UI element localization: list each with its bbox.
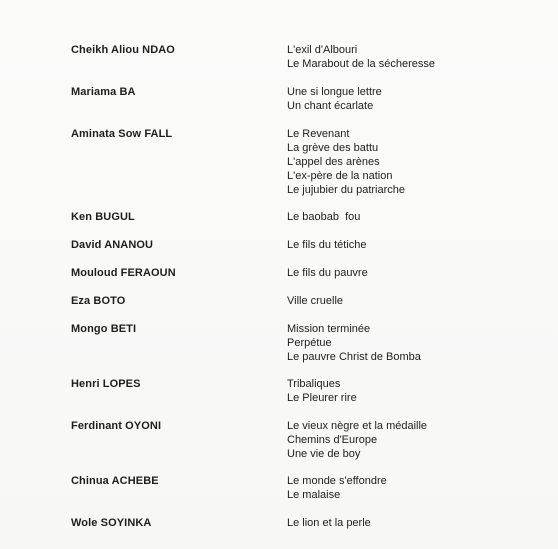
work-title: Le Marabout de la sécheresse bbox=[287, 58, 435, 70]
works-list bbox=[287, 474, 387, 502]
works-list bbox=[287, 419, 427, 461]
work-title: Mission terminée bbox=[287, 323, 371, 335]
author-name: Mariama BA bbox=[71, 86, 136, 98]
work-title: Le pauvre Christ de Bomba bbox=[287, 351, 421, 363]
works-list bbox=[287, 127, 405, 197]
work-title: Le monde s'effondre bbox=[287, 475, 387, 487]
works-list bbox=[287, 85, 382, 113]
author-name: David ANANOU bbox=[71, 239, 154, 251]
works-list bbox=[287, 322, 421, 364]
author-name: Mouloud FERAOUN bbox=[71, 267, 176, 279]
author-name: Ken BUGUL bbox=[71, 211, 135, 223]
works-list bbox=[287, 266, 368, 280]
work-title: Le fils du pauvre bbox=[287, 267, 368, 279]
author-name: Eza BOTO bbox=[71, 295, 126, 307]
works-list bbox=[287, 516, 371, 530]
work-title: Le vieux nègre et la médaille bbox=[287, 420, 428, 432]
works-list bbox=[287, 377, 357, 405]
works-list bbox=[287, 210, 360, 224]
works-list bbox=[287, 43, 435, 71]
work-title: Une vie de boy bbox=[287, 448, 361, 460]
work-title: Le malaise bbox=[287, 489, 341, 501]
work-title: Une si longue lettre bbox=[287, 86, 382, 98]
work-title: Tribaliques bbox=[287, 378, 341, 390]
work-title: Un chant écarlate bbox=[287, 100, 374, 112]
work-title: Le Revenant bbox=[287, 128, 350, 140]
work-title: Perpétue bbox=[287, 337, 332, 349]
author-name: Aminata Sow FALL bbox=[71, 128, 173, 140]
author-name: Mongo BETI bbox=[71, 323, 137, 335]
author-name: Chinua ACHEBE bbox=[71, 475, 159, 487]
author-name: Ferdinant OYONI bbox=[71, 420, 162, 432]
work-title: La grève des battu bbox=[287, 142, 379, 154]
author-name: Wole SOYINKA bbox=[71, 517, 152, 529]
work-title: Le lion et la perle bbox=[287, 517, 371, 529]
work-title: L'ex-père de la nation bbox=[287, 170, 393, 182]
work-title: Ville cruelle bbox=[287, 295, 344, 307]
work-title: Le baobab fou bbox=[287, 211, 361, 223]
author-name: Henri LOPES bbox=[71, 378, 141, 390]
work-title: L'appel des arènes bbox=[287, 156, 380, 168]
work-title: Le fils du tétiche bbox=[287, 239, 367, 251]
work-title: L'exil d'Albouri bbox=[287, 44, 358, 56]
author-name: Cheikh Aliou NDAO bbox=[71, 44, 175, 56]
works-list bbox=[287, 294, 343, 308]
work-title: Le Pleurer rire bbox=[287, 392, 357, 404]
works-list bbox=[287, 238, 367, 252]
work-title: Le jujubier du patriarche bbox=[287, 184, 406, 196]
work-title: Chemins d'Europe bbox=[287, 434, 378, 446]
